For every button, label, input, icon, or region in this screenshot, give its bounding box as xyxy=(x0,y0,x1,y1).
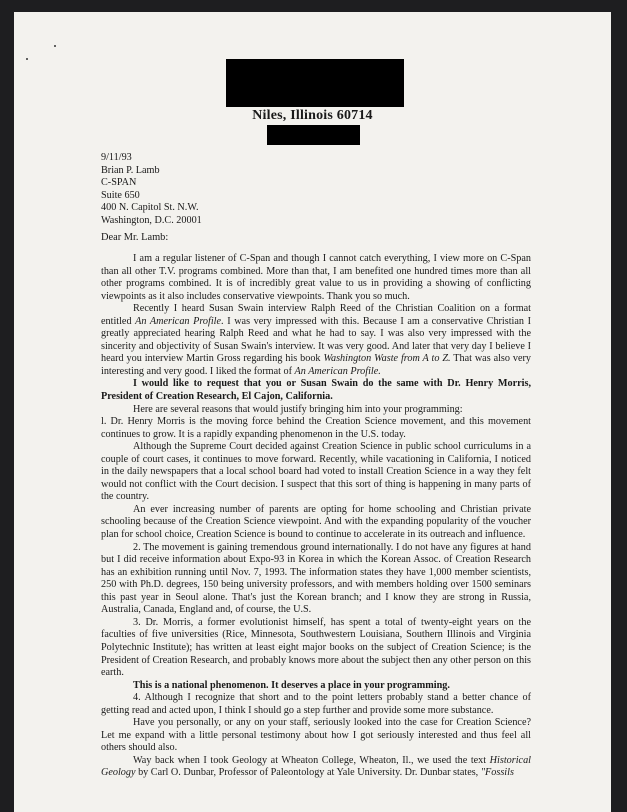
recipient-city: Washington, D.C. 20001 xyxy=(101,214,202,226)
paragraph: Here are several reasons that would justify bringing him into your programming: xyxy=(133,403,463,415)
letter-body xyxy=(101,253,531,780)
book-title: Washington Waste from A to Z. xyxy=(323,353,451,365)
text: That was also very interesting and very good. I liked the format of xyxy=(101,353,531,377)
letter-page xyxy=(14,12,611,812)
quote-start: "Fossils xyxy=(480,767,514,779)
request-paragraph: I would like to request that you or Susan Swain do the same with Dr. Henry Morris, President of Creation Research, El Cajon, California. xyxy=(101,378,531,403)
redaction-block-name xyxy=(226,59,404,107)
redaction-block-phone xyxy=(267,125,360,145)
recipient-suite: Suite 650 xyxy=(101,189,140,201)
speck xyxy=(54,45,56,47)
text: Recently I heard Susan Swain interview Ralph Reed of the Christian Coalition on a format entitled xyxy=(101,303,531,327)
program-title: An American Profile. xyxy=(294,365,381,377)
letter-date: 9/11/93 xyxy=(101,152,132,163)
recipient-address xyxy=(101,152,202,228)
text: Way back when I took Geology at Wheaton College, Wheaton, Il., we used the text xyxy=(133,754,490,766)
paragraph: 2. The movement is gaining tremendous ground internationally. I do not have any figures at hand but I did receive information about Expo-93 in Korea in which the Korean Assoc. of Creation Research has an exhibition running until Nov. 7, 1993. The information states they have 1,000 member scientists, 250 with Ph.D. degrees, 150 being university professors, and with members holding over 1500 seminars this past year in Seoul alone. That's just the Korean branch; and I know they are strong in Russia, Australia, Canada, England and, of course, the U.S. xyxy=(101,541,531,616)
recipient-org: C-SPAN xyxy=(101,177,137,189)
paragraph: I am a regular listener of C-Span and though I cannot catch everything, I view more on C-Span than all other T.V. programs combined. More than that, I am benefited one hundred times more than all other programs combined. It is of incredibly great value to us in providing a showing of conflicting viewpoints as it also includes conservative viewpoints. Thank you so much. xyxy=(101,253,531,302)
paragraph xyxy=(101,755,531,780)
paragraph: l. Dr. Henry Morris is the moving force behind the Creation Science movement, and this movement continues to grow. It is a rapidly expanding phenomenon in the U.S. today. xyxy=(101,416,531,440)
paragraph: Although the Supreme Court decided against Creation Science in public school curriculums in a couple of court cases, it continues to move forward. Recently, while vacationing in California, I noticed in the daily newspapers that a local school board had voted to install Creation Science in a way they felt would not conflict with the Court decision. I suspect that this sort of thing is happening in many parts of the country. xyxy=(101,441,531,503)
emphasis-paragraph: This is a national phenomenon. It deserves a place in your programming. xyxy=(133,679,450,691)
text: . I was very impressed with this. Because I am a conservative Christian I greatly appreciated hearing Ralph Reed and what he had to say. I was also very impressed with the sincerity and objectivity of Susan Swain's interview. It was very good. And later that very day I believe I heard you interview Martin Gross regarding his book xyxy=(101,315,531,365)
book-title: Historical Geology xyxy=(101,754,531,779)
recipient-street: 400 N. Capitol St. N.W. xyxy=(101,202,199,214)
text: by Carl O. Dunbar, Professor of Paleontology at Yale University. Dr. Dunbar states, xyxy=(135,767,481,779)
paragraph xyxy=(101,303,531,378)
paragraph: 4. Although I recognize that short and to the point letters probably stand a better chance of getting read and acted upon, I think I should go a step further and provide some more substance. xyxy=(101,692,531,716)
recipient-name: Brian P. Lamb xyxy=(101,164,160,176)
paragraph: Have you personally, or any on your staff, seriously looked into the case for Creation Science? Let me expand with a little personal testimony about how I got seriously interested and thus feel all others should also. xyxy=(101,717,531,754)
salutation: Dear Mr. Lamb: xyxy=(101,232,169,243)
speck xyxy=(26,58,28,60)
paragraph: An ever increasing number of parents are opting for home schooling and Christian private schooling because of the Creation Science viewpoint. And with the expanding popularity of the voucher plan for school choice, Creation Science is bound to continue to accelerate in its outreach and influence. xyxy=(101,503,531,541)
program-title: An American Profile xyxy=(135,315,222,327)
paragraph: 3. Dr. Morris, a former evolutionist himself, has spent a total of twenty-eight years on the faculties of five universities (Rice, Minnesota, Southwestern Louisiana, Southern Illinois and Virginia Polytechnic Institute); has written at least eight major books on the subject of Creation Science; is the President of Creation Research, and probably knows more about the subject then any other person on this earth. xyxy=(101,616,531,679)
letterhead-city: Niles, Illinois 60714 xyxy=(252,108,373,123)
